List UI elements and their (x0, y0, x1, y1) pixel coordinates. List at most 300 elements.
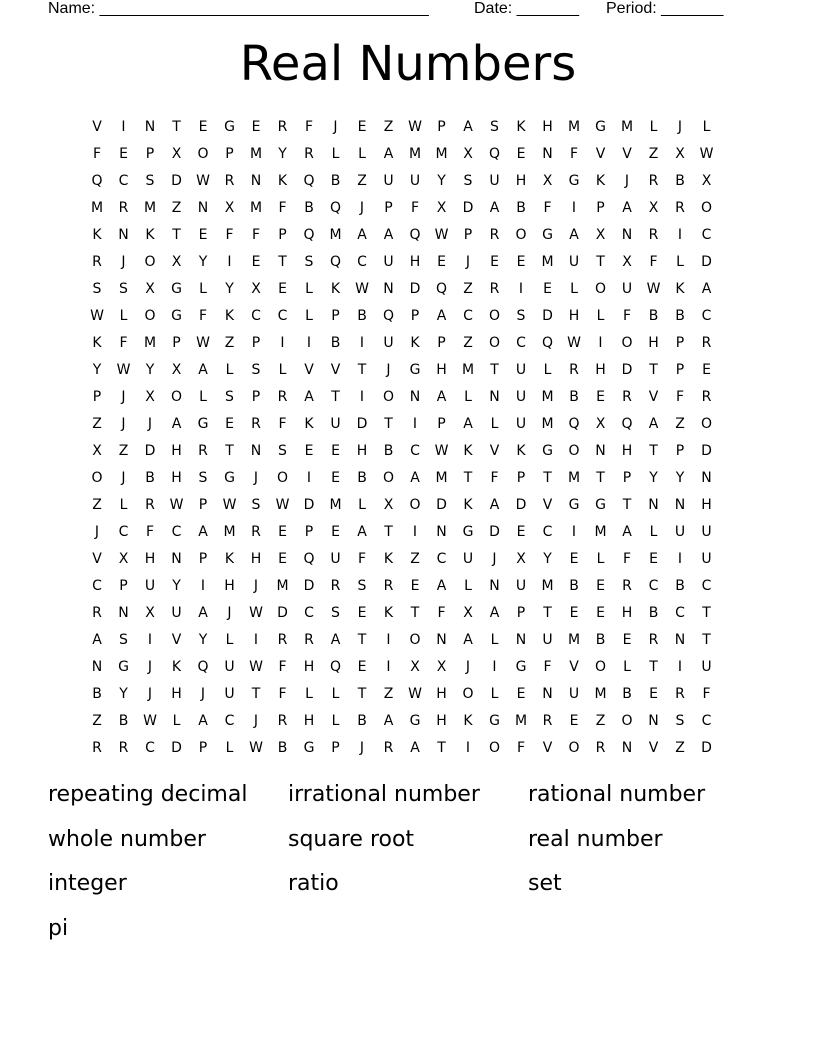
grid-letter: X (171, 146, 182, 162)
grid-letter: B (277, 740, 288, 756)
word-list-item: ratio (288, 871, 339, 896)
grid-letter: I (359, 335, 365, 351)
grid-letter: M (594, 686, 607, 702)
grid-letter: P (596, 200, 605, 216)
grid-letter: H (356, 443, 368, 459)
grid-letter: D (515, 497, 527, 513)
grid-letter: X (622, 254, 632, 270)
grid-letter: Y (198, 254, 208, 270)
grid-letter: E (516, 524, 526, 540)
grid-letter: Q (329, 200, 342, 216)
grid-letter: X (251, 281, 261, 297)
grid-letter: H (171, 443, 182, 459)
grid-letter: E (516, 686, 526, 702)
grid-letter: I (677, 227, 683, 243)
grid-letter: X (383, 497, 394, 513)
grid-letter: Q (488, 146, 501, 162)
grid-letter: L (490, 686, 499, 702)
grid-letter: U (621, 281, 633, 297)
grid-letter: H (621, 605, 633, 621)
grid-letter: H (303, 659, 315, 675)
grid-letter: F (675, 389, 685, 405)
grid-letter: S (304, 254, 314, 270)
grid-letter: R (622, 389, 632, 405)
grid-letter: O (621, 713, 633, 729)
grid-letter: B (383, 443, 394, 459)
grid-letter: Z (224, 335, 235, 351)
grid-letter: U (489, 173, 500, 189)
grid-letter: O (568, 740, 580, 756)
grid-letter: N (648, 713, 659, 729)
word-list-item: integer (48, 871, 127, 896)
grid-letter: F (304, 119, 314, 135)
grid-letter: M (541, 389, 554, 405)
grid-letter: C (277, 308, 288, 324)
grid-letter: J (677, 119, 683, 135)
grid-letter: N (674, 497, 686, 513)
grid-letter: A (489, 200, 500, 216)
grid-letter: Y (543, 551, 552, 567)
grid-letter: N (171, 551, 182, 567)
grid-letter: O (515, 227, 527, 243)
grid-letter: S (251, 362, 261, 378)
grid-letter: E (622, 632, 632, 648)
grid-letter: J (386, 362, 391, 378)
grid-letter: G (197, 416, 209, 432)
grid-letter: E (516, 146, 526, 162)
grid-letter: U (701, 659, 712, 675)
grid-letter: V (648, 740, 659, 756)
grid-letter: Y (198, 632, 208, 648)
grid-letter: P (437, 119, 446, 135)
grid-letter: D (171, 740, 182, 756)
grid-letter: T (649, 362, 658, 378)
grid-letter: Q (329, 659, 342, 675)
grid-letter: G (118, 659, 129, 675)
grid-letter: U (171, 605, 182, 621)
grid-letter: A (357, 524, 367, 540)
grid-letter: O (170, 389, 183, 405)
grid-letter: A (436, 389, 447, 405)
grid-letter: E (304, 443, 314, 459)
grid-letter: A (330, 632, 341, 648)
grid-letter: U (568, 254, 580, 270)
grid-row (84, 330, 734, 357)
grid-letter: F (569, 146, 579, 162)
grid-letter: D (356, 416, 368, 432)
grid-letter: R (383, 578, 394, 594)
grid-letter: K (675, 281, 685, 297)
grid-letter: I (200, 578, 206, 594)
grid-letter: U (568, 686, 580, 702)
grid-letter: L (119, 308, 128, 324)
grid-letter: A (198, 605, 208, 621)
grid-letter: C (436, 551, 447, 567)
grid-letter: A (489, 605, 500, 621)
grid-letter: J (465, 254, 471, 270)
grid-row (84, 627, 734, 654)
grid-letter: K (224, 308, 235, 324)
grid-letter: N (436, 524, 447, 540)
word-search-grid (84, 114, 734, 762)
grid-letter: N (701, 470, 712, 486)
grid-letter: V (622, 146, 632, 162)
grid-letter: G (542, 227, 553, 243)
grid-row (84, 519, 734, 546)
grid-letter: R (675, 200, 685, 216)
grid-letter: R (118, 740, 129, 756)
grid-letter: D (144, 443, 156, 459)
grid-letter: F (225, 227, 234, 243)
grid-letter: E (278, 281, 287, 297)
grid-letter: H (436, 713, 447, 729)
grid-letter: J (624, 173, 630, 189)
grid-letter: Y (278, 146, 287, 162)
grid-letter: I (306, 335, 312, 351)
grid-letter: P (198, 497, 208, 513)
grid-row (84, 141, 734, 168)
grid-letter: L (119, 497, 128, 513)
grid-letter: R (198, 443, 208, 459)
grid-letter: P (251, 389, 261, 405)
grid-letter: P (675, 335, 685, 351)
grid-letter: P (198, 740, 208, 756)
grid-letter: T (463, 470, 473, 486)
grid-letter: R (648, 227, 659, 243)
grid-letter: B (357, 308, 367, 324)
grid-letter: Z (675, 416, 685, 432)
grid-letter: Q (303, 227, 315, 243)
grid-letter: U (383, 335, 394, 351)
grid-letter: M (276, 578, 289, 594)
grid-letter: U (515, 416, 527, 432)
grid-letter: A (171, 416, 182, 432)
grid-letter: X (648, 200, 659, 216)
grid-letter: K (224, 551, 235, 567)
word-list-item: square root (288, 826, 415, 852)
grid-letter: I (359, 389, 365, 405)
grid-letter: E (649, 686, 658, 702)
grid-letter: S (516, 308, 526, 324)
grid-row (84, 303, 734, 330)
grid-letter: N (118, 227, 129, 243)
grid-letter: T (596, 254, 605, 270)
grid-letter: C (463, 308, 473, 324)
grid-letter: R (277, 713, 288, 729)
grid-letter: W (169, 497, 184, 513)
grid-letter: L (649, 524, 658, 540)
grid-letter: P (172, 335, 181, 351)
grid-letter: W (434, 443, 449, 459)
grid-letter: B (357, 470, 367, 486)
grid-letter: W (355, 281, 369, 297)
grid-letter: M (329, 497, 342, 513)
grid-letter: N (91, 659, 103, 675)
grid-letter: Z (383, 119, 394, 135)
grid-letter: M (223, 524, 236, 540)
grid-letter: B (569, 389, 579, 405)
grid-letter: Z (463, 281, 473, 297)
grid-letter: E (516, 254, 526, 270)
grid-letter: X (118, 551, 129, 567)
grid-letter: T (357, 686, 367, 702)
grid-letter: Z (675, 740, 685, 756)
grid-letter: A (357, 227, 367, 243)
grid-letter: T (490, 362, 499, 378)
grid-letter: I (386, 632, 391, 648)
grid-letter: I (571, 200, 577, 216)
grid-letter: Y (92, 362, 102, 378)
grid-letter: A (489, 497, 500, 513)
grid-letter: L (358, 146, 366, 162)
grid-letter: C (648, 578, 659, 594)
grid-letter: B (569, 578, 579, 594)
grid-letter: H (621, 443, 633, 459)
grid-letter: W (143, 713, 157, 729)
grid-row (84, 600, 734, 627)
grid-letter: K (410, 335, 420, 351)
grid-letter: M (541, 578, 554, 594)
grid-letter: H (515, 173, 527, 189)
grid-letter: G (568, 497, 580, 513)
grid-letter: N (383, 281, 394, 297)
grid-letter: O (488, 740, 501, 756)
grid-letter: W (408, 686, 422, 702)
grid-letter: A (198, 713, 208, 729)
grid-letter: B (304, 200, 314, 216)
grid-letter: D (621, 362, 633, 378)
grid-letter: Z (648, 146, 659, 162)
grid-letter: Y (119, 686, 128, 702)
grid-letter: R (92, 605, 102, 621)
grid-letter: P (145, 146, 155, 162)
grid-letter: E (543, 281, 552, 297)
grid-letter: K (330, 281, 341, 297)
grid-letter: F (278, 200, 287, 216)
grid-letter: S (145, 173, 155, 189)
grid-letter: T (331, 389, 340, 405)
grid-letter: U (144, 578, 156, 594)
grid-letter: L (464, 389, 472, 405)
grid-letter: E (569, 551, 579, 567)
grid-letter: I (598, 335, 603, 351)
grid-row (84, 654, 734, 681)
grid-letter: I (227, 254, 232, 270)
grid-letter: H (542, 119, 553, 135)
grid-letter: R (92, 254, 102, 270)
grid-letter: M (435, 146, 448, 162)
grid-letter: K (383, 551, 394, 567)
grid-letter: G (595, 497, 606, 513)
grid-letter: L (172, 713, 181, 729)
grid-letter: R (118, 200, 129, 216)
grid-letter: X (171, 254, 182, 270)
grid-letter: B (648, 605, 659, 621)
grid-letter: O (144, 254, 156, 270)
grid-letter: D (436, 497, 447, 513)
grid-letter: C (701, 578, 712, 594)
grid-letter: X (595, 416, 606, 432)
grid-letter: K (92, 227, 102, 243)
grid-letter: A (622, 200, 632, 216)
grid-letter: T (649, 659, 658, 675)
grid-letter: D (701, 254, 712, 270)
grid-letter: V (304, 362, 314, 378)
grid-letter: Z (595, 713, 606, 729)
grid-letter: E (490, 254, 499, 270)
grid-letter: H (171, 470, 182, 486)
grid-letter: H (436, 362, 447, 378)
grid-letter: T (384, 416, 393, 432)
grid-letter: W (567, 335, 581, 351)
grid-letter: J (253, 578, 259, 594)
grid-letter: F (251, 227, 261, 243)
grid-letter: Q (91, 173, 103, 189)
grid-letter: B (118, 713, 129, 729)
grid-letter: E (357, 605, 367, 621)
word-list-item: real number (528, 826, 663, 852)
grid-letter: R (675, 686, 685, 702)
grid-letter: O (488, 308, 501, 324)
grid-letter: V (542, 740, 553, 756)
grid-letter: J (147, 659, 153, 675)
grid-letter: N (489, 578, 500, 594)
grid-row (84, 681, 734, 708)
grid-letter: K (92, 335, 102, 351)
worksheet-header (0, 0, 816, 22)
grid-letter: R (145, 497, 155, 513)
word-list-item: pi (48, 915, 69, 941)
grid-letter: X (145, 389, 155, 405)
grid-letter: H (568, 308, 580, 324)
grid-letter: E (119, 146, 128, 162)
grid-letter: X (701, 173, 712, 189)
grid-letter: I (571, 524, 577, 540)
grid-letter: C (92, 578, 102, 594)
grid-letter: E (251, 119, 261, 135)
grid-letter: A (463, 119, 473, 135)
grid-letter: M (620, 119, 634, 135)
grid-letter: O (488, 335, 501, 351)
grid-letter: N (648, 497, 659, 513)
grid-letter: N (489, 389, 500, 405)
grid-letter: P (410, 308, 420, 324)
grid-letter: J (227, 605, 232, 621)
grid-letter: J (359, 740, 365, 756)
grid-letter: R (542, 713, 553, 729)
grid-letter: L (331, 686, 340, 702)
grid-letter: T (251, 686, 261, 702)
grid-letter: E (331, 470, 340, 486)
grid-letter: Q (621, 416, 633, 432)
grid-letter: C (118, 173, 129, 189)
grid-letter: X (463, 605, 473, 621)
grid-letter: V (330, 362, 341, 378)
grid-letter: E (225, 416, 234, 432)
grid-letter: Y (225, 281, 234, 297)
grid-letter: A (436, 578, 447, 594)
grid-letter: B (648, 308, 659, 324)
grid-letter: Z (410, 551, 420, 567)
grid-letter: M (461, 362, 475, 378)
grid-letter: P (384, 200, 393, 216)
grid-letter: R (277, 389, 288, 405)
grid-letter: L (305, 686, 313, 702)
grid-letter: P (198, 551, 208, 567)
grid-letter: X (171, 362, 182, 378)
grid-letter: X (542, 173, 553, 189)
grid-letter: R (304, 146, 314, 162)
name-field-label: Name: _____________________________________ (48, 0, 429, 17)
grid-letter: O (144, 308, 156, 324)
grid-letter: H (409, 254, 421, 270)
grid-letter: W (90, 308, 104, 324)
grid-letter: T (543, 470, 552, 486)
grid-letter: T (543, 605, 552, 621)
grid-letter: N (542, 686, 553, 702)
grid-letter: K (463, 713, 473, 729)
grid-letter: O (594, 659, 607, 675)
grid-letter: K (304, 416, 314, 432)
grid-letter: Q (541, 335, 554, 351)
grid-letter: P (463, 227, 473, 243)
grid-letter: T (357, 362, 367, 378)
grid-letter: I (280, 335, 285, 351)
grid-letter: S (251, 497, 261, 513)
grid-letter: W (196, 335, 210, 351)
grid-letter: X (436, 200, 447, 216)
grid-letter: U (701, 524, 712, 540)
grid-letter: C (171, 524, 182, 540)
grid-letter: X (463, 146, 473, 162)
grid-letter: F (516, 740, 526, 756)
grid-letter: F (278, 686, 287, 702)
grid-letter: O (197, 146, 209, 162)
grid-letter: W (196, 173, 210, 189)
grid-letter: T (622, 497, 632, 513)
grid-letter: I (253, 632, 259, 648)
grid-letter: E (251, 254, 261, 270)
grid-letter: U (515, 578, 527, 594)
grid-letter: F (622, 308, 632, 324)
grid-letter: R (224, 173, 235, 189)
grid-letter: W (275, 497, 290, 513)
grid-letter: Z (92, 713, 102, 729)
grid-letter: C (701, 227, 712, 243)
grid-letter: M (435, 470, 448, 486)
grid-letter: L (305, 308, 313, 324)
grid-row (84, 492, 734, 519)
grid-letter: T (596, 470, 605, 486)
grid-letter: E (278, 524, 287, 540)
grid-letter: X (145, 605, 155, 621)
grid-letter: V (569, 659, 579, 675)
grid-letter: M (143, 200, 157, 216)
grid-letter: N (621, 227, 633, 243)
grid-letter: G (568, 173, 580, 189)
grid-letter: A (463, 416, 473, 432)
grid-letter: S (92, 281, 102, 297)
grid-letter: P (331, 308, 340, 324)
grid-letter: I (386, 659, 391, 675)
grid-letter: V (92, 551, 102, 567)
grid-letter: V (648, 389, 659, 405)
grid-letter: E (569, 605, 579, 621)
grid-letter: U (224, 686, 235, 702)
grid-letter: R (330, 578, 341, 594)
grid-letter: C (701, 308, 712, 324)
grid-letter: T (278, 254, 287, 270)
